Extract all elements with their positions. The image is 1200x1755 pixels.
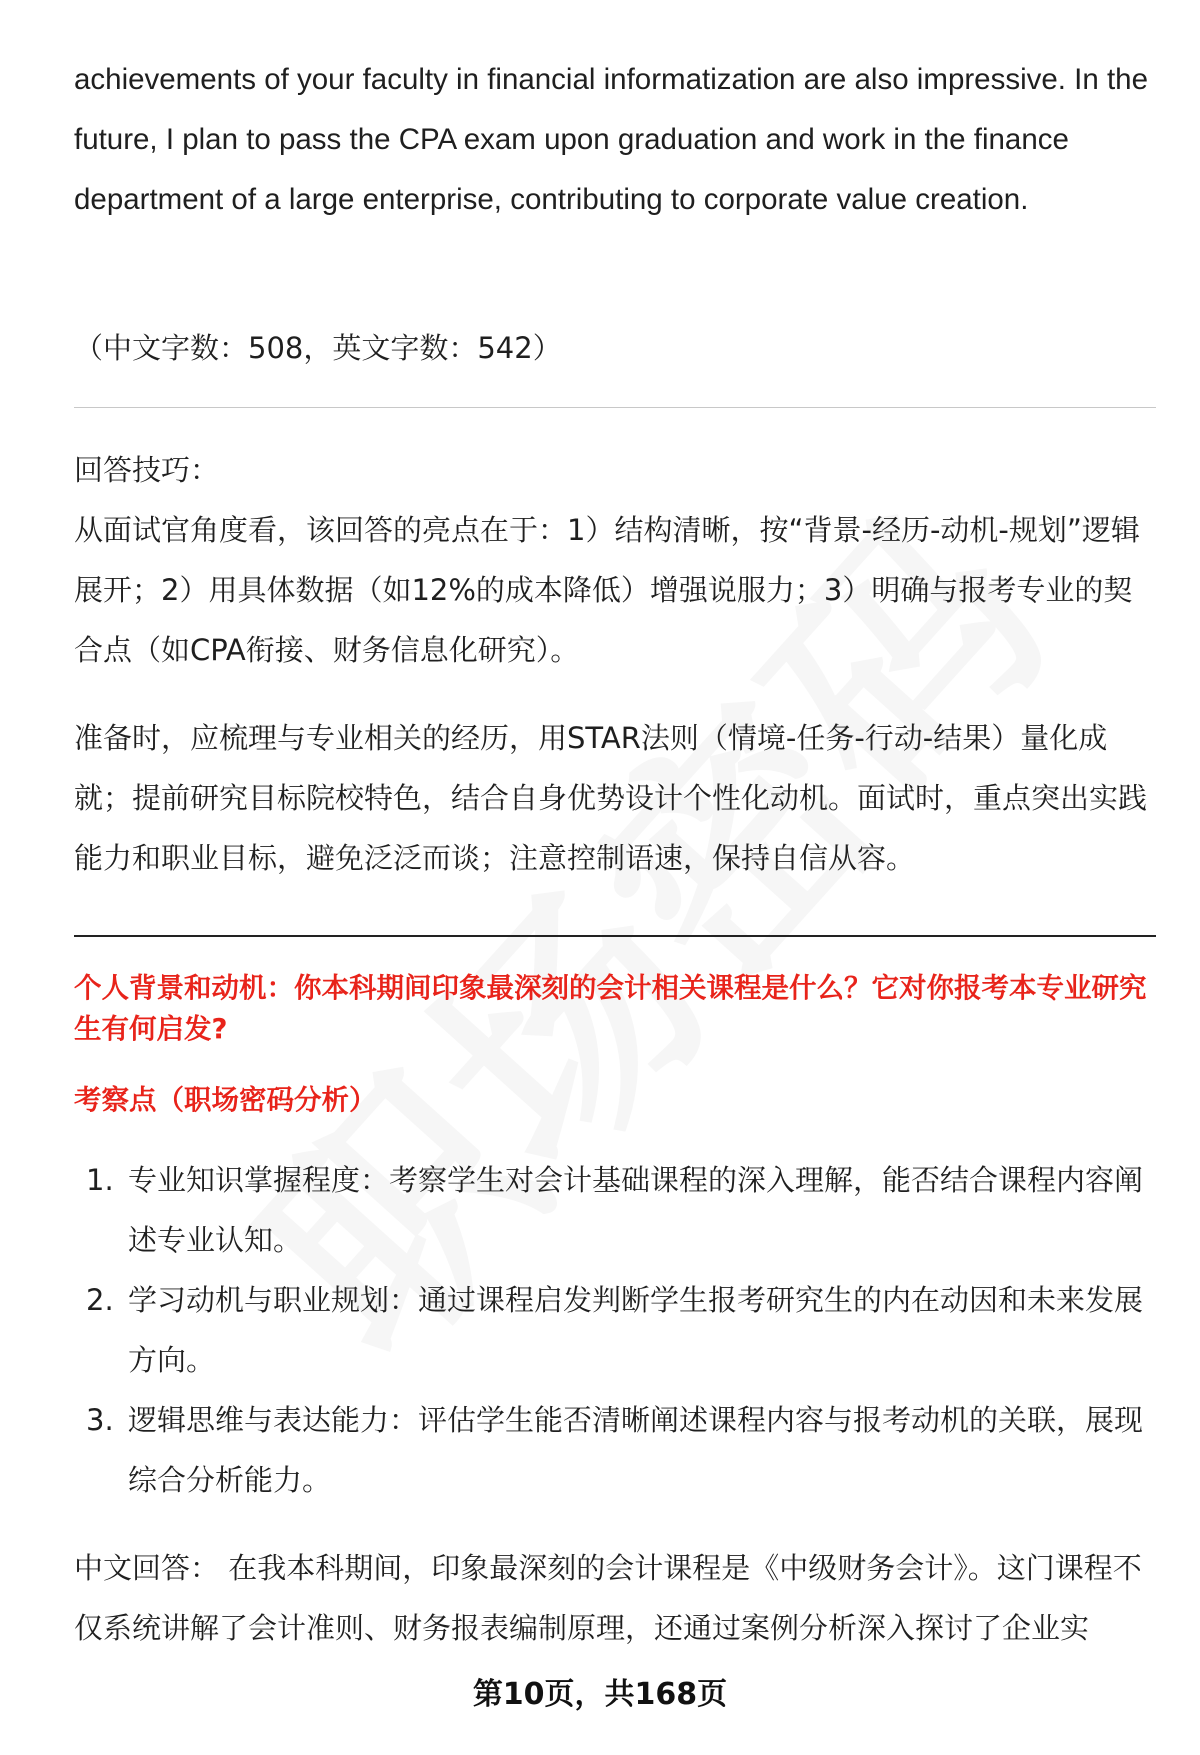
list-item [74,1390,1156,1510]
divider-thick [74,935,1156,937]
tips-para-1: 从面试官角度看，该回答的亮点在于：1）结构清晰，按“背景-经历-动机-规划”逻辑展开；2）用具体数据（如12%的成本降低）增强说服力；3）明确与报考专业的契合点（如CPA衔接、财务信息化研究）。 [74,513,1140,667]
tips-label: 回答技巧： [74,453,220,487]
english-answer-tail: achievements of your faculty in financial informatization are also impressive. In the future, I plan to pass the CPA exam upon graduation and work in the finance department of a large enterprise, contributing to corporate value creation. [74,63,1148,216]
focus-label: 考察点（职场密码分析） [74,1084,377,1116]
list-item [74,1150,1156,1270]
question-title: 个人背景和动机：你本科期间印象最深刻的会计相关课程是什么？它对你报考本专业研究生有何启发? [74,972,1147,1045]
list-text: 逻辑思维与表达能力：评估学生能否清晰阐述课程内容与报考动机的关联，展现综合分析能力。 [128,1403,1144,1497]
list-number: 1. [86,1163,114,1197]
page-footer: 第10页，共168页 [472,1677,728,1712]
divider-thin [74,407,1156,408]
list-text: 学习动机与职业规划：通过课程启发判断学生报考研究生的内在动因和未来发展方向。 [128,1283,1144,1377]
focus-points-list [74,1150,1156,1510]
chinese-answer: 中文回答： 在我本科期间，印象最深刻的会计课程是《中级财务会计》。这门课程不仅系统讲解了会计准则、财务报表编制原理，还通过案例分析深入探讨了企业实 [74,1551,1142,1645]
list-text: 专业知识掌握程度：考察学生对会计基础课程的深入理解，能否结合课程内容阐述专业认知。 [128,1163,1144,1257]
list-number: 3. [86,1403,114,1437]
word-count: （中文字数：508，英文字数：542） [74,331,562,365]
tips-para-2: 准备时，应梳理与专业相关的经历，用STAR法则（情境-任务-行动-结果）量化成就；提前研究目标院校特色，结合自身优势设计个性化动机。面试时，重点突出实践能力和职业目标，避免泛泛而谈；注意控制语速，保持自信从容。 [74,721,1148,875]
list-item [74,1270,1156,1390]
list-number: 2. [86,1283,114,1317]
